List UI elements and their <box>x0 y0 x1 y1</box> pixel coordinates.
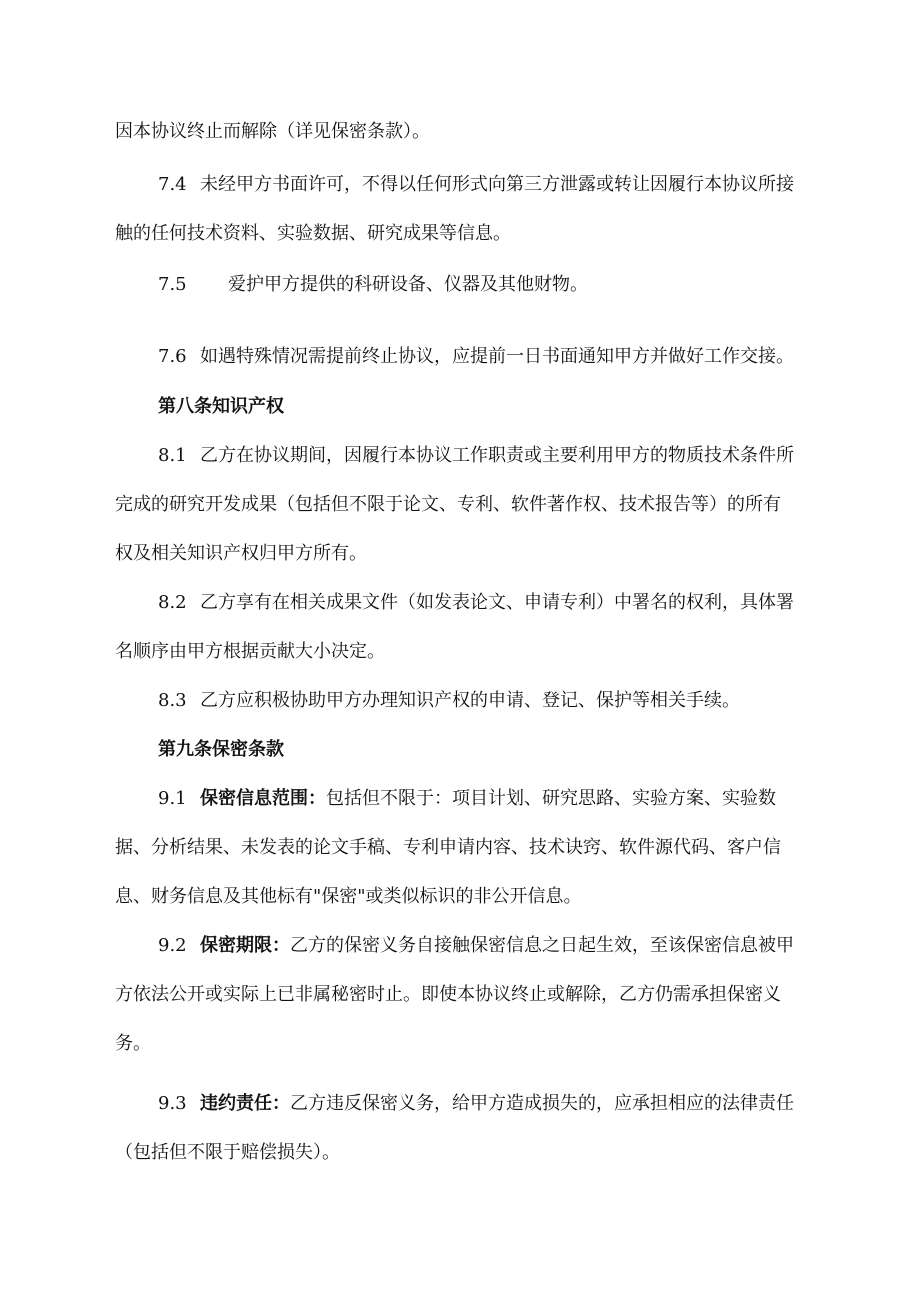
paragraph-line: 权及相关知识产权归甲方所有。 <box>115 543 367 564</box>
clause-9-3 <box>158 1093 794 1115</box>
section-heading-article-8: 第八条知识产权 <box>158 396 284 417</box>
clause-text: 乙方在协议期间，因履行本协议工作职责或主要利用甲方的物质技术条件所 <box>200 445 794 466</box>
paragraph-line: 名顺序由甲方根据贡献大小决定。 <box>115 641 385 662</box>
clause-text: 乙方违反保密义务，给甲方造成损失的，应承担相应的法律责任 <box>290 1093 794 1114</box>
clause-number: 9.1 <box>158 788 187 809</box>
clause-text: 乙方应积极协助甲方办理知识产权的申请、登记、保护等相关手续。 <box>200 690 740 711</box>
clause-text: 未经甲方书面许可，不得以任何形式向第三方泄露或转让因履行本协议所接 <box>200 174 794 195</box>
clause-7-4 <box>158 174 794 196</box>
clause-number: 8.3 <box>158 690 187 711</box>
clause-text: 包括但不限于：项目计划、研究思路、实验方案、实验数 <box>326 788 776 809</box>
clause-text: 如遇特殊情况需提前终止协议，应提前一日书面通知甲方并做好工作交接。 <box>200 346 794 367</box>
clause-term: 保密期限： <box>200 935 290 956</box>
clause-8-3 <box>158 690 740 712</box>
clause-number: 7.5 <box>158 274 187 295</box>
clause-7-5 <box>158 274 588 296</box>
clause-8-1 <box>158 445 794 467</box>
clause-number: 7.4 <box>158 174 187 195</box>
clause-number: 9.3 <box>158 1093 187 1114</box>
section-heading-article-9: 第九条保密条款 <box>158 739 284 760</box>
clause-term: 违约责任： <box>200 1093 290 1114</box>
clause-7-6 <box>158 346 794 368</box>
clause-text: 爱护甲方提供的科研设备、仪器及其他财物。 <box>228 274 588 295</box>
paragraph-line: 据、分析结果、未发表的论文手稿、专利申请内容、技术诀窍、软件源代码、客户信 <box>115 837 781 858</box>
paragraph-line: 完成的研究开发成果（包括但不限于论文、专利、软件著作权、技术报告等）的所有 <box>115 494 781 515</box>
clause-term: 保密信息范围： <box>200 788 326 809</box>
clause-8-2 <box>158 592 794 614</box>
paragraph-line: 息、财务信息及其他标有"保密"或类似标识的非公开信息。 <box>115 886 582 907</box>
clause-number: 8.1 <box>158 445 187 466</box>
clause-number: 9.2 <box>158 935 187 956</box>
paragraph-line: 因本协议终止而解除（详见保密条款）。 <box>115 121 430 142</box>
paragraph-line: 触的任何技术资料、实验数据、研究成果等信息。 <box>115 223 511 244</box>
clause-9-2 <box>158 935 794 957</box>
paragraph-line: （包括但不限于赔偿损失）。 <box>115 1142 340 1163</box>
clause-text: 乙方享有在相关成果文件（如发表论文、申请专利）中署名的权利，具体署 <box>200 592 794 613</box>
paragraph-line: 方依法公开或实际上已非属秘密时止。即使本协议终止或解除，乙方仍需承担保密义 <box>115 984 781 1005</box>
clause-number: 8.2 <box>158 592 187 613</box>
clause-number: 7.6 <box>158 346 187 367</box>
clause-9-1 <box>158 788 776 810</box>
clause-text: 乙方的保密义务自接触保密信息之日起生效，至该保密信息被甲 <box>290 935 794 956</box>
paragraph-line: 务。 <box>115 1033 151 1054</box>
